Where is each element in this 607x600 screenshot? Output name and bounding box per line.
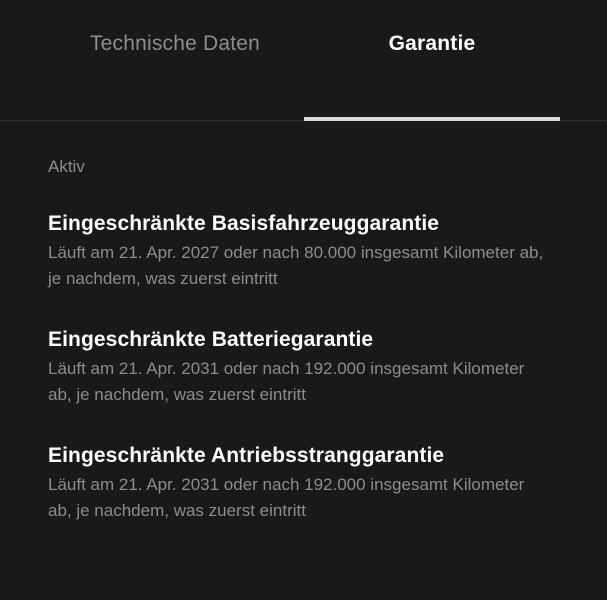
warranty-list <box>48 150 588 524</box>
tab-bar <box>0 0 607 121</box>
warranty-title: Eingeschränkte Batteriegarantie <box>48 328 374 351</box>
warranty-item-antriebsstrang <box>48 442 588 524</box>
warranty-item-basis <box>48 210 588 292</box>
warranty-description: Läuft am 21. Apr. 2031 oder nach 192.000 insgesamt Kilometer ab, je nachdem, was zuerst eintritt <box>48 475 525 520</box>
active-tab-indicator <box>304 117 560 121</box>
warranty-description: Läuft am 21. Apr. 2031 oder nach 192.000 insgesamt Kilometer ab, je nachdem, was zuerst eintritt <box>48 359 525 404</box>
section-title: Aktiv <box>48 157 85 176</box>
warranty-description: Läuft am 21. Apr. 2027 oder nach 80.000 insgesamt Kilometer ab, je nachdem, was zuerst eintritt <box>48 243 544 288</box>
warranty-item-batterie <box>48 326 588 408</box>
warranty-title: Eingeschränkte Antriebsstranggarantie <box>48 444 445 467</box>
tab-garantie[interactable]: Garantie <box>388 31 476 55</box>
warranty-title: Eingeschränkte Basisfahrzeuggarantie <box>48 212 440 235</box>
tab-technische-daten[interactable]: Technische Daten <box>89 31 261 55</box>
